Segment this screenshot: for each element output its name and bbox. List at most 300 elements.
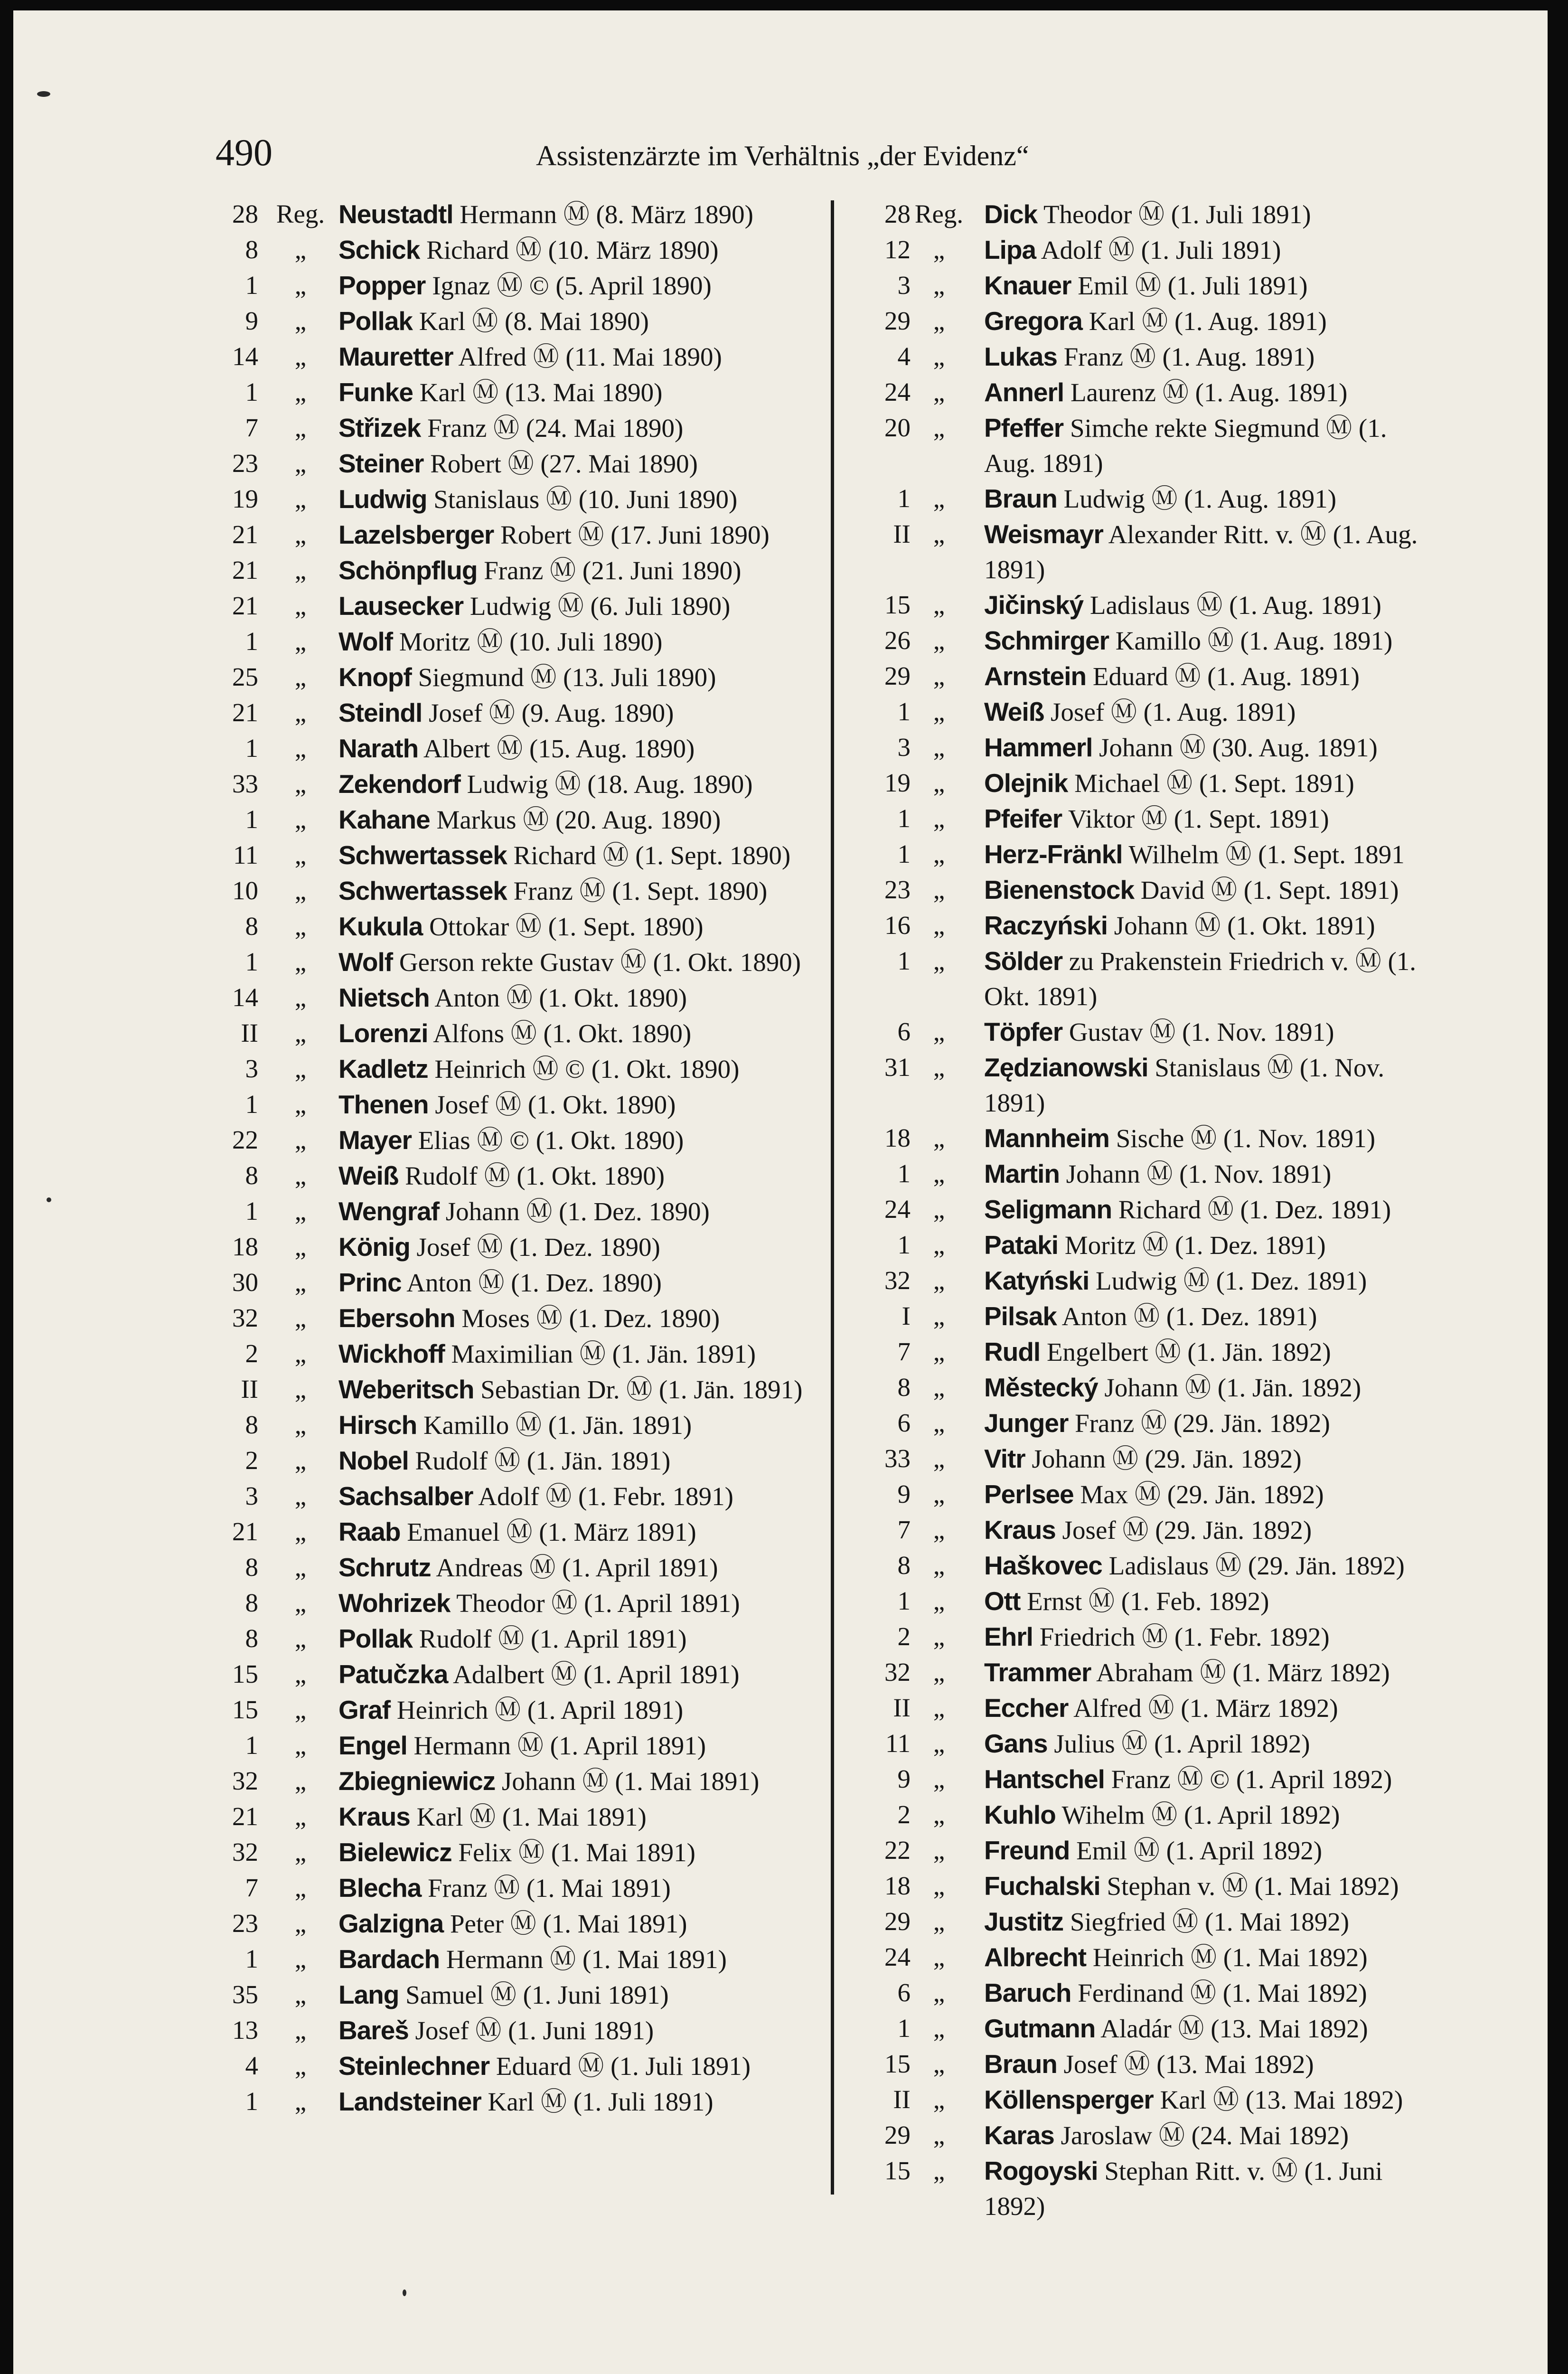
surname: Thenen <box>338 1090 429 1119</box>
surname: Justitz <box>984 1907 1064 1936</box>
entry-text <box>984 481 1442 517</box>
regiment-label: „ <box>294 413 307 442</box>
regiment-number: 3 <box>245 1054 258 1083</box>
register-entry <box>849 1192 1442 1227</box>
register-entry <box>849 1940 1442 1975</box>
register-entry <box>849 1299 1442 1334</box>
surname: Raczyński <box>984 911 1108 940</box>
entry-text <box>338 659 830 695</box>
surname: Rogoyski <box>984 2156 1098 2186</box>
entry-details: Gustav Ⓜ (1. Nov. 1891) <box>1062 1017 1334 1046</box>
entry-details: Karl Ⓜ (1. Aug. 1891) <box>1082 307 1327 336</box>
regiment-label: „ <box>294 698 307 727</box>
regiment-label: „ <box>294 1090 307 1119</box>
entry-details: Josef Ⓜ (13. Mai 1892) <box>1057 2050 1314 2079</box>
entry-text <box>338 1372 830 1407</box>
entry-details: Abraham Ⓜ (1. März 1892) <box>1091 1658 1390 1687</box>
regiment-label: „ <box>933 306 945 335</box>
entry-details: Friedrich Ⓜ (1. Febr. 1892) <box>1033 1622 1330 1651</box>
regiment-label: „ <box>933 1800 945 1829</box>
register-entry <box>194 980 830 1016</box>
entry-text <box>984 2118 1442 2153</box>
surname: Ott <box>984 1586 1021 1616</box>
entry-details: Viktor Ⓜ (1. Sept. 1891) <box>1062 804 1329 833</box>
surname: Braun <box>984 2049 1057 2079</box>
register-entry <box>849 481 1442 517</box>
entry-text <box>984 1227 1442 1263</box>
surname: Blecha <box>338 1873 422 1903</box>
register-entry <box>194 1763 830 1799</box>
regiment-number: 15 <box>884 590 911 619</box>
surname: Pollak <box>338 306 413 336</box>
regiment-number: 19 <box>884 768 911 797</box>
regiment-label: „ <box>294 1517 307 1546</box>
entry-details: Ludwig Ⓜ (1. Aug. 1891) <box>1057 484 1337 513</box>
entry-details: Rudolf Ⓜ (1. Jän. 1891) <box>408 1446 671 1475</box>
regiment-number: 1 <box>245 947 258 976</box>
entry-details: Franz Ⓜ (1. Sept. 1890) <box>507 876 768 905</box>
entry-details: Kamillo Ⓜ (1. Aug. 1891) <box>1109 626 1393 655</box>
register-entry <box>194 1087 830 1122</box>
entry-text <box>338 1621 830 1657</box>
entry-details: Emil Ⓜ (1. April 1892) <box>1070 1836 1323 1865</box>
regiment-number: 11 <box>885 1729 911 1758</box>
regiment-number: 16 <box>884 911 911 940</box>
regiment-label: „ <box>294 1054 307 1083</box>
entry-details: Franz Ⓜ (1. Aug. 1891) <box>1057 342 1315 371</box>
register-entry <box>194 1906 830 1941</box>
entry-details: Anton Ⓜ (1. Dez. 1891) <box>1057 1302 1317 1331</box>
entry-details: Richard Ⓜ (1. Dez. 1891) <box>1112 1195 1391 1224</box>
entry-text <box>338 1941 830 1977</box>
entry-details: Ludwig Ⓜ (6. Juli 1890) <box>463 592 731 621</box>
regiment-label: „ <box>294 1268 307 1297</box>
entry-text <box>338 873 830 909</box>
regiment-label: „ <box>933 733 945 762</box>
entry-text <box>338 1087 830 1122</box>
entry-details: Adolf Ⓜ (1. Juli 1891) <box>1036 236 1281 264</box>
entry-details: Franz Ⓜ (21. Juni 1890) <box>477 556 742 585</box>
left-column <box>194 197 830 2120</box>
regiment-number: 8 <box>897 1551 911 1580</box>
regiment-label: „ <box>294 627 307 656</box>
entry-details: Markus Ⓜ (20. Aug. 1890) <box>430 805 721 834</box>
regiment-label: „ <box>933 1159 945 1188</box>
entry-details: Franz Ⓜ (29. Jän. 1892) <box>1068 1409 1330 1438</box>
regiment-number: 9 <box>245 306 258 335</box>
regiment-number: 1 <box>245 1944 258 1973</box>
entry-text <box>984 587 1442 623</box>
regiment-label: „ <box>933 1622 945 1651</box>
regiment-label: „ <box>933 661 945 690</box>
ink-speck <box>47 1197 51 1202</box>
surname: Hammerl <box>984 733 1093 762</box>
surname: Wickhoff <box>338 1339 445 1368</box>
regiment-number: 24 <box>884 377 911 406</box>
surname: Raab <box>338 1517 401 1546</box>
surname: Rudl <box>984 1337 1041 1366</box>
entry-details: Karl Ⓜ (1. Mai 1891) <box>410 1802 647 1831</box>
regiment-label: „ <box>294 1802 307 1831</box>
regiment-label: „ <box>294 1944 307 1973</box>
surname: Katyński <box>984 1266 1089 1295</box>
register-entry <box>849 1619 1442 1655</box>
register-entry <box>194 1835 830 1870</box>
surname: Steindl <box>338 698 423 727</box>
surname: Kuhlo <box>984 1800 1056 1829</box>
register-entry <box>194 1443 830 1479</box>
entry-details: Siegfried Ⓜ (1. Mai 1892) <box>1063 1907 1350 1936</box>
entry-details: Engelbert Ⓜ (1. Jän. 1892) <box>1040 1338 1331 1366</box>
regiment-number: 9 <box>897 1764 911 1793</box>
regiment-number: 23 <box>232 1909 258 1938</box>
regiment-number: 23 <box>884 875 911 904</box>
entry-details: Felix Ⓜ (1. Mai 1891) <box>451 1838 695 1867</box>
surname: Schönpflug <box>338 556 478 585</box>
regiment-number: 1 <box>897 484 911 513</box>
surname: Herz-Fränkl <box>984 839 1123 869</box>
regiment-number: 8 <box>245 1161 258 1190</box>
register-entry <box>194 1300 830 1336</box>
register-entry <box>194 1016 830 1051</box>
entry-text <box>984 1441 1442 1477</box>
regiment-label: „ <box>933 1301 945 1330</box>
entry-text <box>984 623 1442 659</box>
register-entry <box>194 2084 830 2120</box>
entry-details: Ernst Ⓜ (1. Feb. 1892) <box>1020 1587 1269 1616</box>
entry-details: Kamillo Ⓜ (1. Jän. 1891) <box>417 1411 692 1440</box>
register-entry <box>849 410 1442 481</box>
surname: Schwertassek <box>338 840 507 870</box>
regiment-label: „ <box>294 1446 307 1475</box>
surname: Annerl <box>984 377 1064 407</box>
regiment-label: „ <box>933 2049 945 2078</box>
running-title: Assistenzärzte im Verhältnis „der Evidenz“ <box>536 140 1029 171</box>
register-entry <box>194 517 830 553</box>
entry-text <box>984 1014 1442 1050</box>
book-page <box>13 10 1548 2374</box>
regiment-label: „ <box>294 769 307 798</box>
regiment-number: 22 <box>232 1125 258 1154</box>
entry-details: Albert Ⓜ (15. Aug. 1890) <box>418 734 695 763</box>
surname: Pollak <box>338 1624 413 1653</box>
regiment-number: 8 <box>245 1624 258 1653</box>
register-entry <box>849 1868 1442 1904</box>
entry-details: Richard Ⓜ (10. März 1890) <box>420 236 719 264</box>
regiment-label: „ <box>294 1588 307 1617</box>
entry-details: Stephan v. Ⓜ (1. Mai 1892) <box>1100 1872 1399 1901</box>
entry-text <box>338 197 830 232</box>
register-entry <box>194 1336 830 1372</box>
regiment-number: 21 <box>232 520 258 549</box>
entry-text <box>984 1868 1442 1904</box>
surname: Bienenstock <box>984 875 1135 904</box>
surname: Seligmann <box>984 1195 1112 1224</box>
regiment-label: „ <box>294 1873 307 1902</box>
register-entry <box>194 1799 830 1835</box>
regiment-number: 3 <box>245 1481 258 1510</box>
entry-text <box>338 1479 830 1514</box>
surname: Wolf <box>338 947 393 977</box>
regiment-label: „ <box>933 2156 945 2185</box>
register-entry <box>849 730 1442 765</box>
regiment-label: „ <box>294 1196 307 1225</box>
surname: Kukula <box>338 912 423 941</box>
regiment-number: 9 <box>897 1479 911 1508</box>
surname: Fuchalski <box>984 1871 1100 1901</box>
entry-text <box>984 1619 1442 1655</box>
regiment-number: 19 <box>232 484 258 513</box>
regiment-label: „ <box>933 1551 945 1580</box>
regiment-number: 20 <box>884 413 911 442</box>
regiment-label: „ <box>933 1871 945 1900</box>
entry-details: Sebastian Dr. Ⓜ (1. Jän. 1891) <box>474 1375 803 1404</box>
entry-text <box>338 695 830 731</box>
register-entry <box>849 339 1442 375</box>
regiment-number: 1 <box>245 1196 258 1225</box>
entry-details: Franz Ⓜ (1. Mai 1891) <box>421 1874 671 1903</box>
regiment-number: 26 <box>884 626 911 655</box>
regiment-label: „ <box>933 519 945 548</box>
entry-text <box>984 1726 1442 1762</box>
entry-details: Stanislaus Ⓜ (1. Nov. 1891) <box>984 1053 1385 1117</box>
register-entry <box>849 1762 1442 1797</box>
register-entry <box>849 587 1442 623</box>
regiment-label: „ <box>294 1339 307 1368</box>
regiment-label: „ <box>933 946 945 975</box>
entry-text <box>984 659 1442 694</box>
regiment-label: „ <box>294 1766 307 1795</box>
surname: Töpfer <box>984 1017 1063 1046</box>
regiment-label: „ <box>933 1693 945 1722</box>
entry-details: zu Prakenstein Friedrich v. Ⓜ (1. Okt. 1891) <box>984 947 1417 1011</box>
entry-text <box>338 1122 830 1158</box>
regiment-number: 1 <box>245 2087 258 2116</box>
regiment-number: 2 <box>245 1446 258 1475</box>
register-entry <box>194 1692 830 1728</box>
entry-details: Simche rekte Siegmund Ⓜ (1. Aug. 1891) <box>984 414 1387 478</box>
entry-details: Stanislaus Ⓜ (10. Juni 1890) <box>427 485 738 514</box>
regiment-number: 1 <box>897 804 911 833</box>
surname: Trammer <box>984 1658 1091 1687</box>
entry-text <box>984 1655 1442 1690</box>
regiment-label: „ <box>933 590 945 619</box>
register-entry <box>849 1690 1442 1726</box>
regiment-label: „ <box>933 911 945 940</box>
surname: Městecký <box>984 1373 1098 1402</box>
surname: Baruch <box>984 1978 1071 2007</box>
entry-text <box>984 1975 1442 2011</box>
register-entry <box>849 2118 1442 2153</box>
entry-details: Samuel Ⓜ (1. Juni 1891) <box>399 1980 669 2009</box>
entry-text <box>984 1156 1442 1192</box>
register-entry <box>849 1441 1442 1477</box>
regiment-label: „ <box>933 1836 945 1865</box>
entry-text <box>338 2048 830 2084</box>
entry-text <box>984 694 1442 730</box>
regiment-label: „ <box>294 805 307 834</box>
entry-text <box>984 872 1442 908</box>
regiment-number: 8 <box>245 912 258 941</box>
regiment-number: 24 <box>884 1195 911 1224</box>
surname: Funke <box>338 377 413 407</box>
regiment-label: „ <box>933 1942 945 1971</box>
surname: Kahane <box>338 805 430 834</box>
register-entry <box>849 872 1442 908</box>
regiment-number: 24 <box>884 1942 911 1971</box>
register-entry <box>849 2011 1442 2046</box>
surname: Princ <box>338 1268 402 1297</box>
regiment-label: „ <box>933 1515 945 1544</box>
regiment-label: „ <box>933 413 945 442</box>
entry-text <box>338 1692 830 1728</box>
entry-details: Wilhelm Ⓜ (1. Sept. 1891 <box>1122 840 1405 869</box>
entry-text <box>984 303 1442 339</box>
entry-text <box>984 232 1442 268</box>
regiment-number: 2 <box>897 1800 911 1829</box>
surname: Bardach <box>338 1944 440 1974</box>
entry-text <box>984 197 1442 232</box>
regiment-number: 15 <box>232 1695 258 1724</box>
entry-text <box>338 1657 830 1692</box>
regiment-label: „ <box>294 1909 307 1938</box>
entry-text <box>338 766 830 802</box>
entry-text <box>338 2084 830 2120</box>
entry-text <box>984 1512 1442 1548</box>
entry-details: Karl Ⓜ (8. Mai 1890) <box>413 307 649 336</box>
regiment-label: „ <box>933 626 945 655</box>
register-entry <box>849 801 1442 837</box>
entry-details: Ladislaus Ⓜ (1. Aug. 1891) <box>1083 591 1381 620</box>
surname: Braun <box>984 484 1057 513</box>
regiment-number: 31 <box>884 1053 911 1082</box>
register-entry <box>849 623 1442 659</box>
entry-details: Josef Ⓜ (1. Aug. 1891) <box>1044 697 1296 726</box>
register-entry <box>849 1975 1442 2011</box>
register-entry <box>194 1870 830 1906</box>
entry-details: Johann Ⓜ (30. Aug. 1891) <box>1092 733 1378 762</box>
entry-details: Ferdinand Ⓜ (1. Mai 1892) <box>1071 1978 1367 2007</box>
regiment-label: „ <box>933 1444 945 1473</box>
entry-text <box>338 1158 830 1194</box>
register-entry <box>849 1263 1442 1299</box>
register-entry <box>194 339 830 375</box>
regiment-label: „ <box>294 1553 307 1582</box>
entry-details: Alfons Ⓜ (1. Okt. 1890) <box>428 1019 692 1048</box>
entry-details: Anton Ⓜ (1. Okt. 1890) <box>429 983 687 1012</box>
regiment-number: 28 <box>232 199 258 228</box>
register-entry <box>194 553 830 588</box>
register-entry <box>849 1833 1442 1868</box>
register-entry <box>194 303 830 339</box>
register-entry <box>194 624 830 659</box>
entry-text <box>984 1690 1442 1726</box>
regiment-number: 21 <box>232 1517 258 1546</box>
entry-text <box>984 730 1442 765</box>
regiment-number: 4 <box>245 2051 258 2080</box>
entry-details: Robert Ⓜ (17. Juni 1890) <box>494 520 770 549</box>
entry-text <box>984 2011 1442 2046</box>
register-entry <box>194 1229 830 1265</box>
register-entry <box>194 268 830 303</box>
register-entry <box>194 232 830 268</box>
entry-details: Ludwig Ⓜ (18. Aug. 1890) <box>460 770 753 799</box>
regiment-number: 1 <box>897 1586 911 1615</box>
register-entry <box>194 731 830 766</box>
surname: Mannheim <box>984 1123 1109 1153</box>
regiment-label: „ <box>933 2085 945 2114</box>
register-entry <box>194 588 830 624</box>
entry-details: Julius Ⓜ (1. April 1892) <box>1047 1729 1310 1758</box>
entry-text <box>338 1870 830 1906</box>
regiment-label: Reg. <box>276 199 325 228</box>
surname: Knauer <box>984 271 1071 300</box>
entry-text <box>984 1192 1442 1227</box>
entry-text <box>984 1797 1442 1833</box>
entry-details: Johann Ⓜ (29. Jän. 1892) <box>1025 1444 1302 1473</box>
regiment-number: 8 <box>245 1410 258 1439</box>
entry-text <box>984 268 1442 303</box>
entry-details: Anton Ⓜ (1. Dez. 1890) <box>401 1268 662 1297</box>
regiment-label: „ <box>933 1907 945 1936</box>
surname: Kadletz <box>338 1054 428 1083</box>
surname: Narath <box>338 734 419 763</box>
entry-details: Ladislaus Ⓜ (29. Jän. 1892) <box>1102 1551 1405 1580</box>
entry-details: Johann Ⓜ (1. Dez. 1890) <box>439 1197 710 1226</box>
register-entry <box>194 1051 830 1087</box>
regiment-number: 32 <box>232 1837 258 1866</box>
regiment-label: „ <box>294 1980 307 2009</box>
surname: Mauretter <box>338 342 453 371</box>
surname: Kraus <box>984 1515 1056 1545</box>
regiment-number: 1 <box>897 946 911 975</box>
regiment-number: 6 <box>897 1017 911 1046</box>
entry-details: Josef Ⓜ (9. Aug. 1890) <box>422 698 674 727</box>
surname: Neustadtl <box>338 199 453 229</box>
entry-details: Johann Ⓜ (1. Nov. 1891) <box>1060 1159 1332 1188</box>
entry-text <box>338 1300 830 1336</box>
regiment-label: „ <box>294 1624 307 1653</box>
surname: Pfeifer <box>984 804 1062 833</box>
regiment-label: „ <box>933 2014 945 2043</box>
entry-text <box>984 2153 1442 2224</box>
regiment-number: 33 <box>232 769 258 798</box>
entry-text <box>338 1336 830 1372</box>
entry-details: Siegmund Ⓜ (13. Juli 1890) <box>411 663 716 692</box>
surname: Wengraf <box>338 1196 440 1226</box>
entry-text <box>984 943 1442 1014</box>
surname: Patučzka <box>338 1659 448 1689</box>
entry-text <box>984 1477 1442 1512</box>
surname: König <box>338 1232 410 1262</box>
entry-text <box>338 1799 830 1835</box>
surname: Vitr <box>984 1444 1025 1473</box>
regiment-label: „ <box>933 484 945 513</box>
surname: Schwertassek <box>338 876 507 905</box>
entry-details: Moses Ⓜ (1. Dez. 1890) <box>455 1304 720 1333</box>
register-entry <box>849 268 1442 303</box>
page-header <box>216 127 1284 188</box>
entry-details: Maximilian Ⓜ (1. Jän. 1891) <box>444 1339 756 1368</box>
regiment-number: 2 <box>897 1622 911 1651</box>
regiment-label: „ <box>933 804 945 833</box>
surname: Perlsee <box>984 1479 1074 1509</box>
surname: Engel <box>338 1731 407 1760</box>
regiment-label: „ <box>294 876 307 905</box>
regiment-number: 15 <box>884 2049 911 2078</box>
ink-speck <box>403 2289 406 2296</box>
regiment-label: „ <box>294 1303 307 1332</box>
